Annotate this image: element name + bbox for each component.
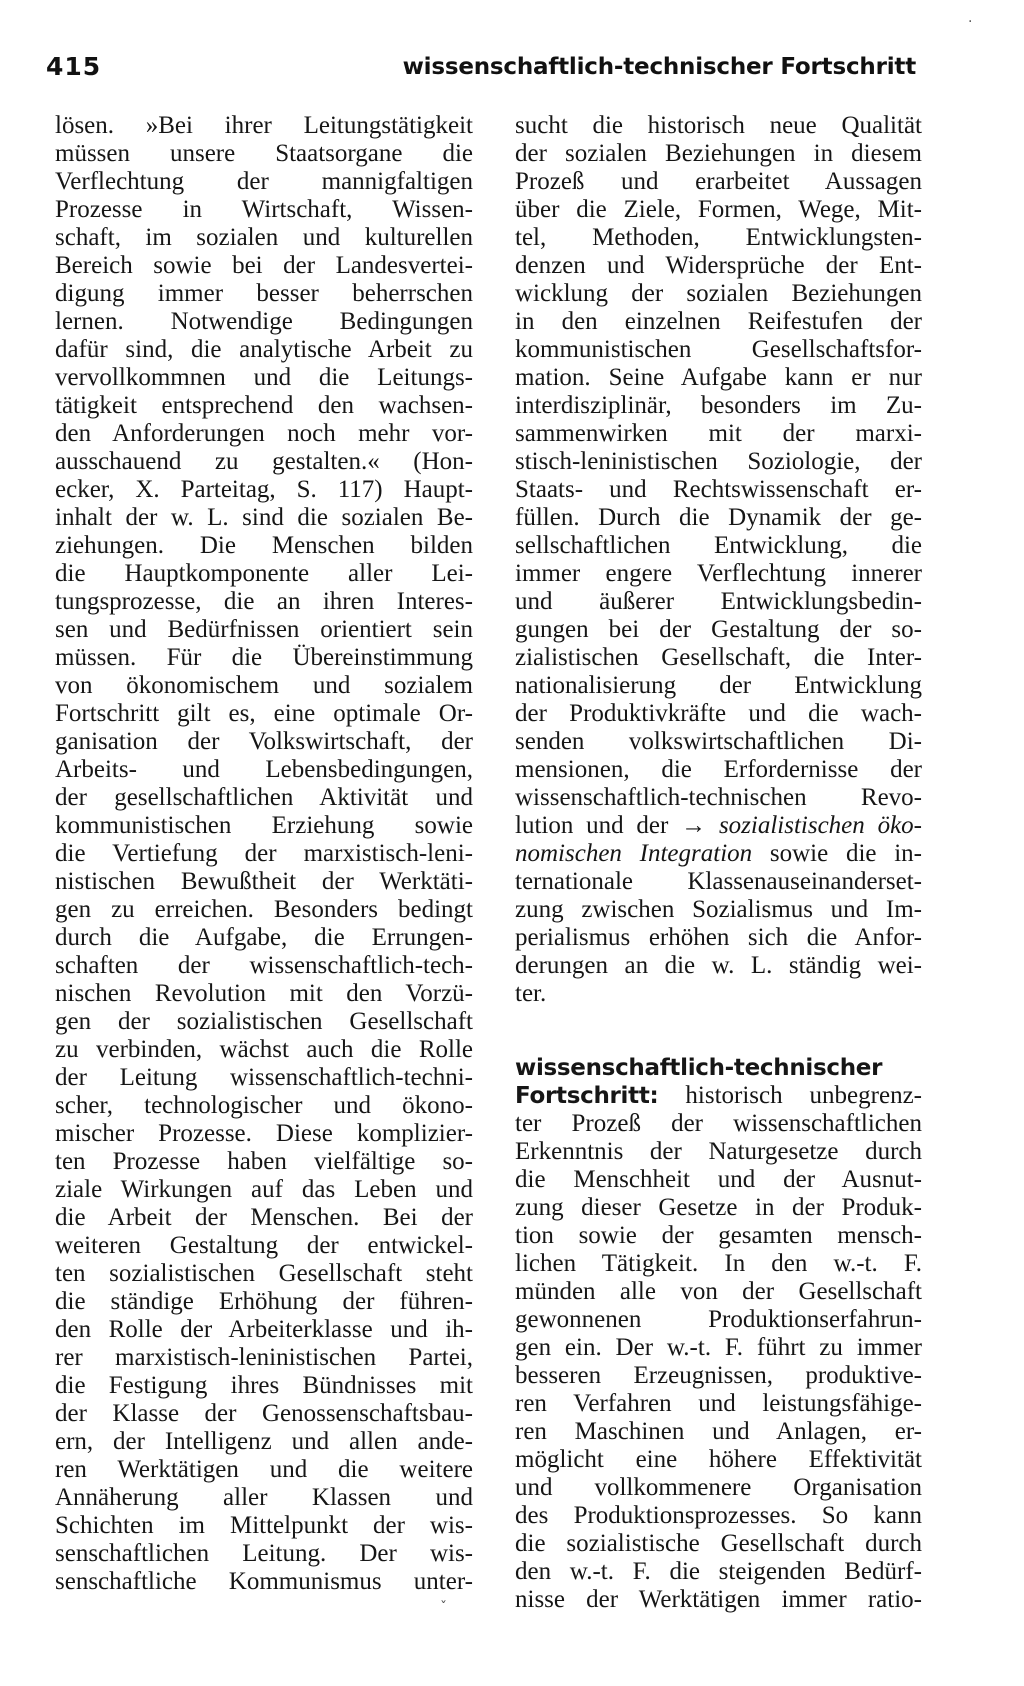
text-line: die Arbeit der Menschen. Bei der — [55, 1204, 473, 1231]
text-line: Erkenntnis der Naturgesetze durch — [515, 1138, 922, 1165]
text-line: ren Maschinen und Anlagen, er- — [515, 1418, 922, 1445]
left-column — [55, 112, 473, 1596]
text-fragment: historisch unbegrenz- — [685, 1082, 922, 1109]
text-line: ten sozialistischen Gesellschaft steht — [55, 1260, 473, 1287]
text-line: mensionen, die Erfordernisse der — [515, 756, 922, 783]
text-line: ziale Wirkungen auf das Leben und — [55, 1176, 473, 1203]
text-line: durch die Aufgabe, die Errungen- — [55, 924, 473, 951]
text-line: kommunistischen Erziehung sowie — [55, 812, 473, 839]
text-line: müssen. Für die Übereinstimmung — [55, 644, 473, 671]
page-header — [46, 52, 916, 96]
text-line: ganisation der Volkswirtschaft, der — [55, 728, 473, 755]
text-line: müssen unsere Staatsorgane die — [55, 140, 473, 167]
text-line: von ökonomischem und sozialem — [55, 672, 473, 699]
text-line: gewonnenen Produktionserfahrun- — [515, 1306, 922, 1333]
right-column — [515, 112, 922, 1614]
text-line: gen der sozialistischen Gesellschaft — [55, 1008, 473, 1035]
text-line: sammenwirken mit der marxi- — [515, 420, 922, 447]
text-line: sucht die historisch neue Qualität — [515, 112, 922, 139]
page-number: 415 — [46, 52, 102, 81]
text-line: Bereich sowie bei der Landesvertei- — [55, 252, 473, 279]
entry-headword: wissenschaftlich-technischer — [515, 1055, 883, 1081]
text-line: ter Prozeß der wissenschaftlichen — [515, 1110, 922, 1137]
text-line: Arbeits- und Lebensbedingungen, — [55, 756, 473, 783]
text-line: digung immer besser beherrschen — [55, 280, 473, 307]
text-line: nischen Revolution mit den Vorzü- — [55, 980, 473, 1007]
text-line: nistischen Bewußtheit der Werktäti- — [55, 868, 473, 895]
text-line: ternationale Klassenauseinanderset- — [515, 868, 922, 895]
text-line: die Vertiefung der marxistisch-leni- — [55, 840, 473, 867]
text-line: der gesellschaftlichen Aktivität und — [55, 784, 473, 811]
text-line: ausschauend zu gestalten.« (Hon- — [55, 448, 473, 475]
text-line — [515, 840, 922, 868]
text-line: lernen. Notwendige Bedingungen — [55, 308, 473, 335]
text-line: nationalisierung der Entwicklung — [515, 672, 922, 699]
text-line: zung zwischen Sozialismus und Im- — [515, 896, 922, 923]
text-fragment: sowie die in- — [769, 840, 922, 867]
cross-reference-term[interactable]: sozialistischen öko- — [718, 812, 922, 839]
text-line: ten Prozesse haben vielfältige so- — [55, 1148, 473, 1175]
text-line: ren Werktätigen und die weitere — [55, 1456, 473, 1483]
text-line: tätigkeit entsprechend den wachsen- — [55, 392, 473, 419]
text-line: die Menschheit und der Ausnut- — [515, 1166, 922, 1193]
text-line: besseren Erzeugnissen, produktive- — [515, 1362, 922, 1389]
text-line: zu verbinden, wächst auch die Rolle — [55, 1036, 473, 1063]
text-line: füllen. Durch die Dynamik der ge- — [515, 504, 922, 531]
text-line: zung dieser Gesetze in der Produk- — [515, 1194, 922, 1221]
text-line: Annäherung aller Klassen und — [55, 1484, 473, 1511]
text-line: sellschaftlichen Entwicklung, die — [515, 532, 922, 559]
text-line: die sozialistische Gesellschaft durch — [515, 1530, 922, 1557]
text-line: Fortschritt gilt es, eine optimale Or- — [55, 700, 473, 727]
scan-speck: ˇ — [440, 1600, 447, 1616]
text-line: tion sowie der gesamten mensch- — [515, 1222, 922, 1249]
text-line: den w.-t. F. die steigenden Bedürf- — [515, 1558, 922, 1585]
text-line: den Rolle der Arbeiterklasse und ih- — [55, 1316, 473, 1343]
text-line — [515, 1082, 922, 1110]
text-line: ren Verfahren und leistungsfähige- — [515, 1390, 922, 1417]
text-line: der Klasse der Genossenschaftsbau- — [55, 1400, 473, 1427]
text-line: senschaftliche Kommunismus unter- — [55, 1568, 473, 1595]
entry-headword-line — [515, 1054, 922, 1082]
text-line: Verflechtung der mannigfaltigen — [55, 168, 473, 195]
text-line: wicklung der sozialen Beziehungen — [515, 280, 922, 307]
text-line: interdisziplinär, besonders im Zu- — [515, 392, 922, 419]
text-line: gungen bei der Gestaltung der so- — [515, 616, 922, 643]
text-line: nisse der Werktätigen immer ratio- — [515, 1586, 922, 1613]
text-line: vervollkommnen und die Leitungs- — [55, 364, 473, 391]
text-line: die Festigung ihres Bündnisses mit — [55, 1372, 473, 1399]
running-head: wissenschaftlich-technischer Fortschritt — [402, 54, 916, 80]
cross-reference-arrow-text: lution und der → — [515, 812, 707, 839]
text-line: der sozialen Beziehungen in diesem — [515, 140, 922, 167]
text-line: Schichten im Mittelpunkt der wis- — [55, 1512, 473, 1539]
text-line: die Hauptkomponente aller Lei- — [55, 560, 473, 587]
text-line: ern, der Intelligenz und allen ande- — [55, 1428, 473, 1455]
text-line: möglicht eine höhere Effektivität — [515, 1446, 922, 1473]
scan-speck: · — [968, 14, 973, 30]
text-line: in den einzelnen Reifestufen der — [515, 308, 922, 335]
text-line: tungsprozesse, die an ihren Interes- — [55, 588, 473, 615]
cross-reference-term-cont[interactable]: nomischen Integration — [515, 840, 753, 867]
text-line: der Leitung wissenschaftlich-techni- — [55, 1064, 473, 1091]
text-line: des Produktionsprozesses. So kann — [515, 1502, 922, 1529]
text-line: rer marxistisch-leninistischen Partei, — [55, 1344, 473, 1371]
text-line: immer engere Verflechtung innerer — [515, 560, 922, 587]
text-line: dafür sind, die analytische Arbeit zu — [55, 336, 473, 363]
text-line: inhalt der w. L. sind die sozialen Be- — [55, 504, 473, 531]
text-line: ecker, X. Parteitag, S. 117) Haupt- — [55, 476, 473, 503]
text-line — [515, 812, 922, 840]
text-line: münden alle von der Gesellschaft — [515, 1278, 922, 1305]
text-line: Prozeß und erarbeitet Aussagen — [515, 168, 922, 195]
text-line: senschaftlichen Leitung. Der wis- — [55, 1540, 473, 1567]
text-line: den Anforderungen noch mehr vor- — [55, 420, 473, 447]
text-line: ter. — [515, 980, 547, 1007]
text-line: lösen. »Bei ihrer Leitungstätigkeit — [55, 112, 473, 139]
text-line: und vollkommenere Organisation — [515, 1474, 922, 1501]
text-line: und äußerer Entwicklungsbedin- — [515, 588, 922, 615]
text-line: schaften der wissenschaftlich-tech- — [55, 952, 473, 979]
text-line: Staats- und Rechtswissenschaft er- — [515, 476, 922, 503]
text-line: mation. Seine Aufgabe kann er nur — [515, 364, 922, 391]
text-line: ziehungen. Die Menschen bilden — [55, 532, 473, 559]
text-line: perialismus erhöhen sich die Anfor- — [515, 924, 922, 951]
text-line: denzen und Widersprüche der Ent- — [515, 252, 922, 279]
text-line: weiteren Gestaltung der entwickel- — [55, 1232, 473, 1259]
text-line: mischer Prozesse. Diese komplizier- — [55, 1120, 473, 1147]
text-line: der Produktivkräfte und die wach- — [515, 700, 922, 727]
text-line: über die Ziele, Formen, Wege, Mit- — [515, 196, 922, 223]
text-line: scher, technologischer und ökono- — [55, 1092, 473, 1119]
text-line: sen und Bedürfnissen orientiert sein — [55, 616, 473, 643]
text-line: gen zu erreichen. Besonders bedingt — [55, 896, 473, 923]
text-line: wissenschaftlich-technischen Revo- — [515, 784, 922, 811]
entry-headword-cont: Fortschritt: — [515, 1083, 659, 1109]
text-line: gen ein. Der w.-t. F. führt zu immer — [515, 1334, 922, 1361]
text-line: schaft, im sozialen und kulturellen — [55, 224, 473, 251]
text-line: stisch-leninistischen Soziologie, der — [515, 448, 922, 475]
text-line: lichen Tätigkeit. In den w.-t. F. — [515, 1250, 922, 1277]
text-line: tel, Methoden, Entwicklungsten- — [515, 224, 922, 251]
text-line: senden volkswirtschaftlichen Di- — [515, 728, 922, 755]
text-line: Prozesse in Wirtschaft, Wissen- — [55, 196, 473, 223]
text-line: zialistischen Gesellschaft, die Inter- — [515, 644, 922, 671]
text-line: kommunistischen Gesellschaftsfor- — [515, 336, 922, 363]
text-line: derungen an die w. L. ständig wei- — [515, 952, 922, 979]
text-line: die ständige Erhöhung der führen- — [55, 1288, 473, 1315]
